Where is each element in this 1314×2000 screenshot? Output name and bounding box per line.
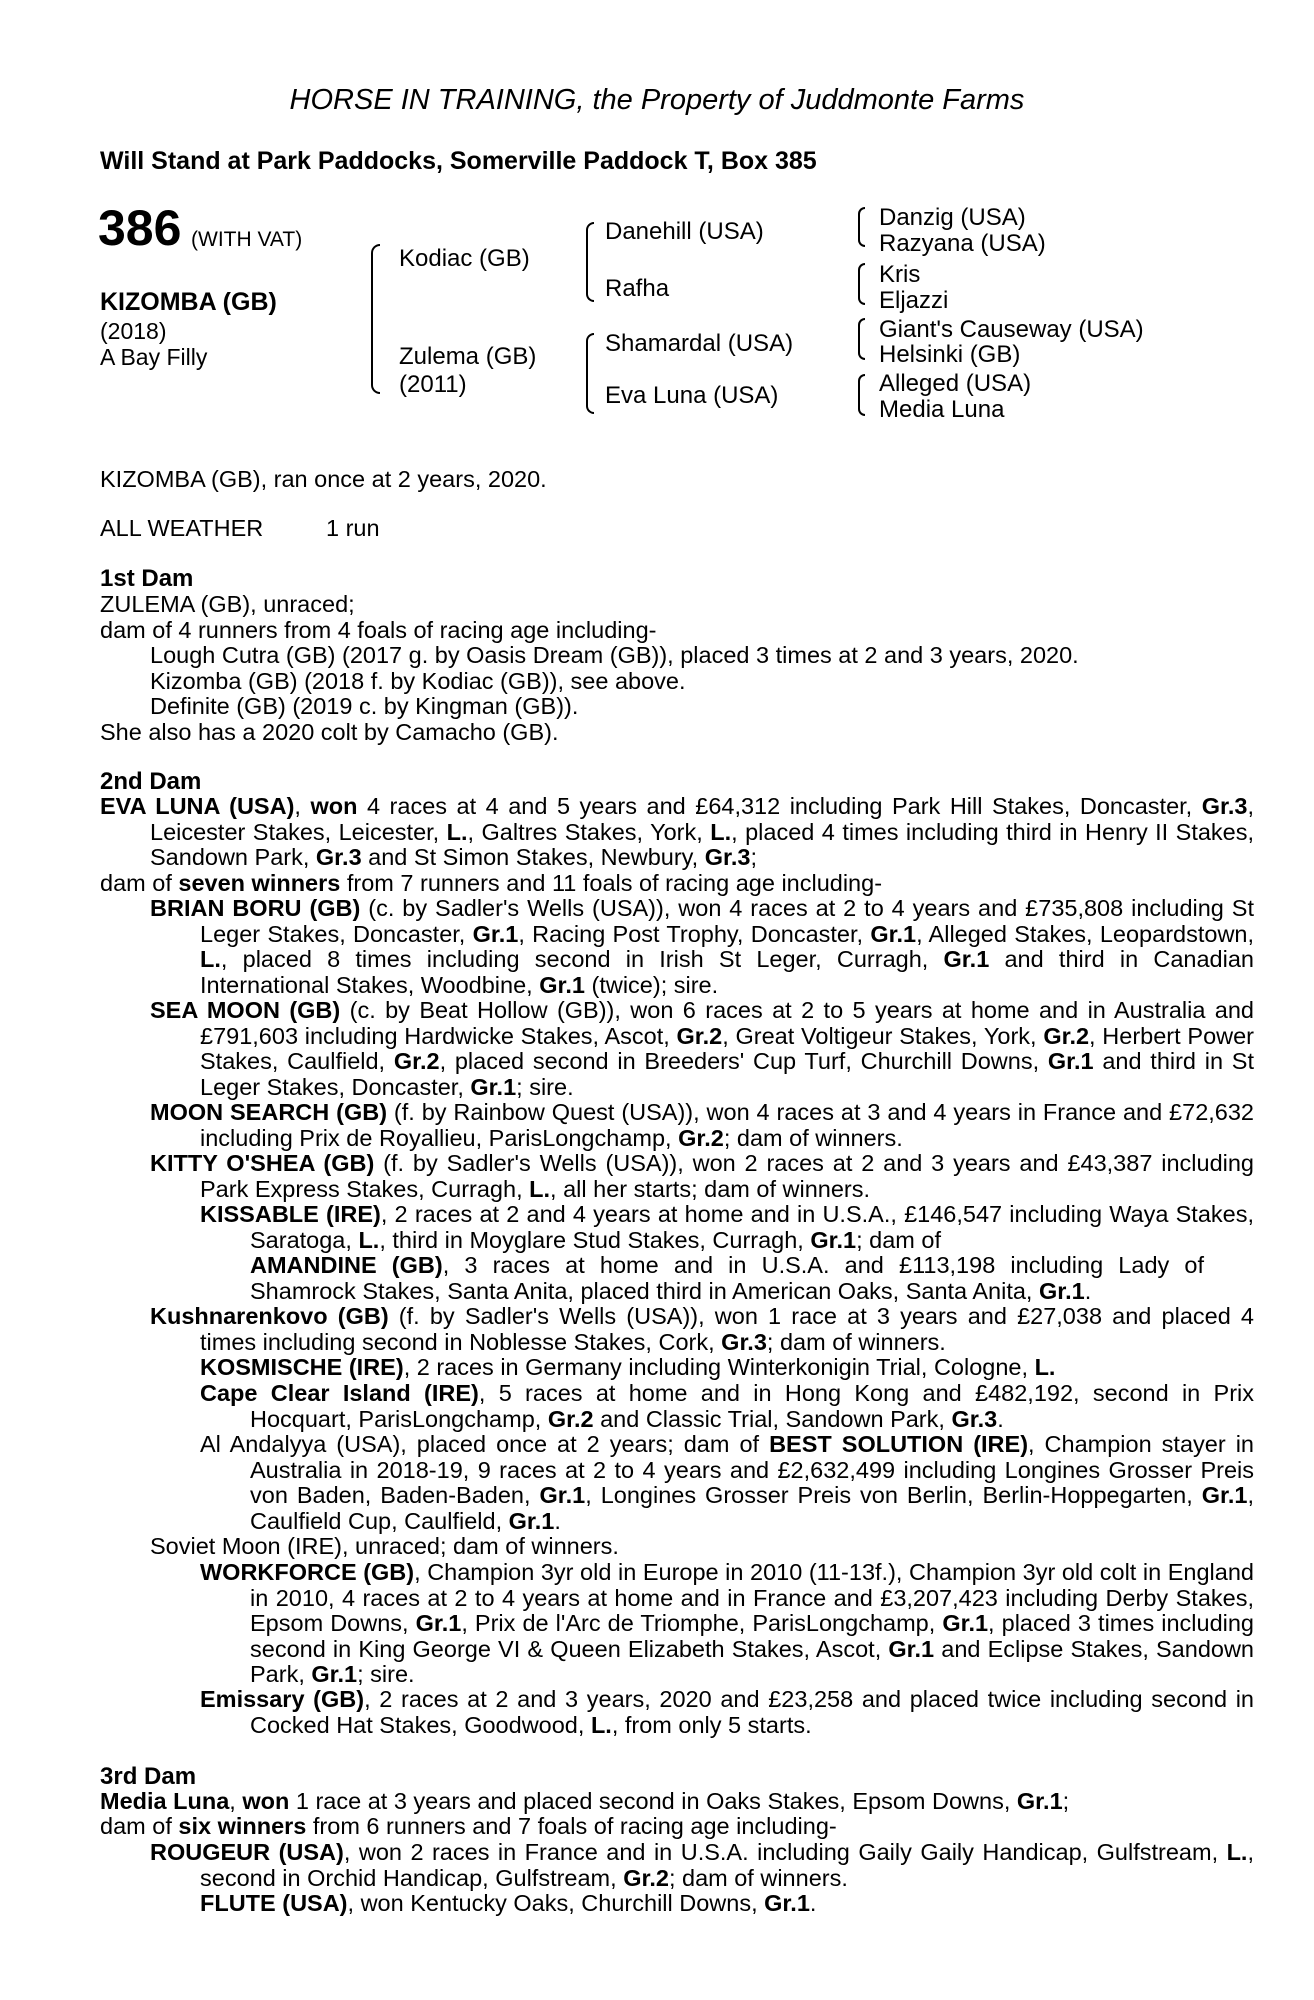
text-run: , Great Voltigeur Stakes, York, xyxy=(722,1022,1044,1049)
pedigree-dam-sire: Shamardal (USA) xyxy=(605,330,794,357)
text-run: , won 2 races in France and in U.S.A. including Gaily Gaily Handicap, Gulfstream, xyxy=(343,1839,1227,1865)
text-run: and third in Canadian International Stakes, Woodbine, xyxy=(200,946,1254,998)
grade-label: Gr.2 xyxy=(547,1405,594,1432)
grade-label: Gr.2 xyxy=(678,1124,724,1151)
vat-note: (WITH VAT) xyxy=(191,228,303,251)
text-run: , Prix de l'Arc de Triomphe, ParisLongchamp, xyxy=(461,1610,943,1637)
text-run: , Alleged Stakes, Leopardstown, xyxy=(916,920,1255,947)
horse-name: Cape Clear Island (IRE) xyxy=(200,1380,479,1406)
text-run: (twice); sire. xyxy=(584,971,719,998)
grade-label: Gr.1 xyxy=(472,920,519,947)
pedigree-sire-sire: Danehill (USA) xyxy=(605,218,764,245)
third-dam-title: 3rd Dam xyxy=(100,1763,197,1790)
catalogue-header: HORSE IN TRAINING, the Property of Juddmonte Farms xyxy=(289,84,1025,116)
text-run: and Classic Trial, Sandown Park, xyxy=(593,1405,952,1432)
text-run: and third in St Leger Stakes, Doncaster, xyxy=(200,1048,1254,1100)
grade-label: Gr.1 xyxy=(943,946,990,973)
horse-name: WORKFORCE (GB) xyxy=(200,1559,415,1585)
text-run: (f. by Rainbow Quest (USA)), won 4 races at 3 and 4 years in France and £72,632 including Prix de Royallieu, ParisLongchamp, xyxy=(200,1099,1254,1151)
first-dam-line-6: She also has a 2020 colt by Camacho (GB). xyxy=(100,719,559,745)
text-run: . xyxy=(809,1890,817,1916)
won-label: won xyxy=(242,1788,290,1814)
text-run: Al Andalyya (USA), placed once at 2 years; dam of xyxy=(200,1431,770,1457)
pedigree-brace-g3 xyxy=(858,318,865,360)
pedigree-dam-year: (2011) xyxy=(399,371,467,398)
grade-label: Gr.2 xyxy=(676,1022,723,1049)
horse-name: BRIAN BORU (GB) xyxy=(150,895,361,921)
pedigree-g5: Giant's Causeway (USA) xyxy=(879,316,1144,343)
grade-label: Gr.1 xyxy=(1016,1788,1063,1814)
pedigree-sire: Kodiac (GB) xyxy=(399,245,530,272)
grade-label: Gr.3 xyxy=(704,844,751,871)
first-dam-line-5: Definite (GB) (2019 c. by Kingman (GB)). xyxy=(150,693,579,719)
produce-entry-al-andalyya xyxy=(200,1432,1254,1534)
pedigree-sire-dam: Rafha xyxy=(605,275,670,302)
pedigree-brace-sire xyxy=(586,222,594,302)
grade-label: Gr.1 xyxy=(810,1226,857,1253)
produce-entry-flute xyxy=(200,1891,1204,1917)
text-run: ; xyxy=(1062,1788,1070,1814)
grade-label: Gr.3 xyxy=(1201,793,1248,819)
text-run: (c. by Beat Hollow (GB)), won 6 races at 2 to 5 years at home and in Australia and £791,603 including Hardwicke Stakes, Ascot, xyxy=(200,997,1254,1049)
text-run: ; dam of winners. xyxy=(766,1328,946,1355)
text-run: and St Simon Stakes, Newbury, xyxy=(361,844,705,871)
text-run: , Champion 3yr old in Europe in 2010 (11-13f.), Champion 3yr old colt in England in 2010, 4 races at 2 to 4 years at home and in France and £3,207,423 including Derby Stakes, Epsom Downs, xyxy=(250,1559,1254,1637)
won-label: won xyxy=(310,793,358,819)
third-dam-produce-summary xyxy=(100,1814,1204,1840)
grade-label: L. xyxy=(358,1226,380,1253)
grade-label: Gr.3 xyxy=(315,844,362,871)
grade-label: Gr.1 xyxy=(1047,1048,1094,1075)
text-run: . xyxy=(997,1405,1004,1432)
surface-runs: 1 run xyxy=(326,515,380,541)
grade-label: L. xyxy=(529,1175,551,1202)
text-run: 1 race at 3 years and placed second in Oaks Stakes, Epsom Downs, xyxy=(289,1788,1017,1814)
text-run: 4 races at 4 and 5 years and £64,312 including Park Hill Stakes, Doncaster, xyxy=(357,793,1202,819)
first-dam-line-3: Lough Cutra (GB) (2017 g. by Oasis Dream (GB)), placed 3 times at 2 and 3 years, 2020. xyxy=(150,642,1079,668)
text-run: , 2 races at 2 and 3 years, 2020 and £23,258 and placed twice including second in Cocked Hat Stakes, Goodwood, xyxy=(250,1686,1255,1738)
grade-label: Gr.3 xyxy=(721,1328,767,1355)
grade-label: Gr.1 xyxy=(764,1890,810,1916)
text-run: ; xyxy=(750,844,757,871)
text-run: ; dam of winners. xyxy=(723,1124,903,1151)
text-run: , placed second in Breeders' Cup Turf, Churchill Downs, xyxy=(439,1048,1048,1075)
produce-entry-brian-boru xyxy=(150,896,1254,998)
text-run: , Racing Post Trophy, Doncaster, xyxy=(518,920,871,947)
text-run: , Longines Grosser Preis von Berlin, Berlin-Hoppegarten, xyxy=(585,1482,1202,1509)
text-run: , 5 races at home and in Hong Kong and £482,192, second in Prix Hocquart, ParisLongchamp, xyxy=(250,1380,1254,1432)
text-run: , third in Moyglare Stud Stakes, Curragh, xyxy=(379,1226,811,1253)
winners-count: six winners xyxy=(178,1813,307,1839)
grade-label: Gr.1 xyxy=(1038,1277,1085,1304)
text-run: , from only 5 starts. xyxy=(611,1711,812,1738)
pedigree-g1: Danzig (USA) xyxy=(879,204,1026,231)
pedigree-g3: Kris xyxy=(879,261,921,288)
text-run: , second in Orchid Handicap, Gulfstream, xyxy=(200,1839,1254,1891)
produce-entry-kitty-oshea xyxy=(150,1151,1254,1202)
horse-name: KITTY O'SHEA (GB) xyxy=(150,1150,375,1176)
text-run: (c. by Sadler's Wells (USA)), won 4 races at 2 to 4 years and £735,808 including St Leger Stakes, Doncaster, xyxy=(200,895,1254,947)
text-run: , placed 4 times including third in Henry II Stakes, Sandown Park, xyxy=(150,818,1255,871)
text-run: from 6 runners and 7 foals of racing age including- xyxy=(306,1813,837,1839)
text-run: , placed 3 times including second in King George VI & Queen Elizabeth Stakes, Ascot, xyxy=(250,1610,1255,1662)
pedigree-g4: Eljazzi xyxy=(879,287,949,314)
grade-label: L. xyxy=(446,818,468,845)
first-dam-line-4: Kizomba (GB) (2018 f. by Kodiac (GB)), see above. xyxy=(150,668,686,694)
text-run: Soviet Moon (IRE), unraced; dam of winners. xyxy=(150,1533,619,1559)
grade-label: Gr.1 xyxy=(508,1507,555,1534)
grade-label: L. xyxy=(200,946,221,973)
third-dam-entry xyxy=(100,1789,1204,1815)
grade-label: L. xyxy=(1226,1839,1248,1865)
grade-label: Gr.3 xyxy=(951,1405,998,1432)
text-run: , xyxy=(294,793,311,819)
produce-entry-amandine xyxy=(250,1253,1204,1304)
pedigree-brace-main xyxy=(371,244,380,394)
produce-entry-emissary xyxy=(200,1687,1254,1738)
text-run: ; dam of winners. xyxy=(668,1864,848,1891)
pedigree-g2: Razyana (USA) xyxy=(879,230,1046,257)
produce-entry-rougeur xyxy=(150,1840,1254,1891)
text-run: , all her starts; dam of winners. xyxy=(550,1175,871,1202)
produce-entry-kissable xyxy=(200,1202,1254,1253)
text-run: and Eclipse Stakes, Sandown Park, xyxy=(250,1635,1254,1688)
grade-label: Gr.1 xyxy=(942,1610,989,1637)
lot-number: 386 xyxy=(98,200,182,256)
text-run: , won Kentucky Oaks, Churchill Downs, xyxy=(347,1890,765,1916)
text-run: , placed 8 times including second in Irish St Leger, Curragh, xyxy=(220,946,944,973)
dam-name: EVA LUNA (USA) xyxy=(100,793,295,819)
text-run: ; sire. xyxy=(516,1073,574,1100)
grade-label: Gr.1 xyxy=(888,1635,935,1662)
text-run: ; dam of xyxy=(856,1226,942,1253)
pedigree-g7: Alleged (USA) xyxy=(879,370,1032,397)
pedigree-g8: Media Luna xyxy=(879,396,1005,423)
horse-name: Kushnarenkovo (GB) xyxy=(150,1303,389,1329)
text-run: . xyxy=(554,1507,561,1534)
horse-name: KIZOMBA (GB) xyxy=(100,288,277,316)
pedigree-dam: Zulema (GB) xyxy=(399,343,537,370)
text-run: (f. by Sadler's Wells (USA)), won 1 race at 3 years and £27,038 and placed 4 times including second in Noblesse Stakes, Cork, xyxy=(200,1303,1255,1355)
produce-entry-moon-search xyxy=(150,1100,1254,1151)
text-run: , 3 races at home and in U.S.A. and £113,198 including Lady of Shamrock Stakes, Santa Anita, placed third in American Oaks, Santa Anita, xyxy=(250,1252,1204,1304)
second-dam-entry xyxy=(100,794,1254,871)
grade-label: Gr.2 xyxy=(1043,1022,1090,1049)
winners-count: seven winners xyxy=(178,870,341,896)
second-dam-produce-summary xyxy=(100,871,1204,897)
grade-label: Gr.1 xyxy=(415,1610,462,1637)
horse-name: BEST SOLUTION (IRE) xyxy=(769,1431,1029,1457)
grade-label: Gr.1 xyxy=(470,1073,517,1100)
horse-name: Emissary (GB) xyxy=(200,1686,365,1712)
produce-entry-soviet-moon xyxy=(150,1534,1204,1560)
pedigree-brace-g1 xyxy=(858,207,865,247)
grade-label: L. xyxy=(710,818,732,845)
text-run: , 2 races at 2 and 4 years at home and in U.S.A., £146,547 including Waya Stakes, Saratoga, xyxy=(250,1201,1254,1253)
produce-entry-cape-clear-island xyxy=(200,1381,1254,1432)
grade-label: L. xyxy=(590,1711,612,1738)
text-run: , 2 races in Germany including Winterkonigin Trial, Cologne, xyxy=(403,1354,1035,1380)
text-run: dam of xyxy=(100,870,179,896)
horse-description: A Bay Filly xyxy=(100,344,208,370)
text-run: , Galtres Stakes, York, xyxy=(467,818,711,845)
pedigree-brace-g2 xyxy=(858,263,865,305)
grade-label: Gr.2 xyxy=(393,1048,440,1075)
race-record: KIZOMBA (GB), ran once at 2 years, 2020. xyxy=(100,466,547,492)
text-run: , Caulfield Cup, Caulfield, xyxy=(250,1482,1254,1534)
text-run: , Leicester Stakes, Leicester, xyxy=(150,793,1254,845)
grade-label: L. xyxy=(1034,1354,1056,1380)
first-dam-title: 1st Dam xyxy=(100,565,194,592)
text-run: (f. by Sadler's Wells (USA)), won 2 races at 2 and 3 years and £43,387 including Park Express Stakes, Curragh, xyxy=(200,1150,1254,1202)
grade-label: Gr.1 xyxy=(539,971,585,998)
text-run: , Herbert Power Stakes, Caulfield, xyxy=(200,1022,1255,1075)
grade-label: Gr.1 xyxy=(311,1661,358,1688)
text-run: from 7 runners and 11 foals of racing age including- xyxy=(340,870,883,896)
horse-name: MOON SEARCH (GB) xyxy=(150,1099,388,1125)
horse-name: FLUTE (USA) xyxy=(200,1890,348,1916)
grade-label: Gr.2 xyxy=(623,1864,669,1891)
text-run: ; sire. xyxy=(357,1661,415,1688)
text-run: , xyxy=(229,1788,243,1814)
first-dam-line-1: ZULEMA (GB), unraced; xyxy=(100,591,355,617)
grade-label: Gr.1 xyxy=(1201,1482,1248,1509)
horse-name: KISSABLE (IRE) xyxy=(200,1201,381,1227)
produce-entry-sea-moon xyxy=(150,998,1254,1100)
first-dam-line-2: dam of 4 runners from 4 foals of racing age including- xyxy=(100,617,657,643)
horse-foaled-year: (2018) xyxy=(100,318,167,344)
text-run: . xyxy=(1084,1277,1092,1304)
horse-name: ROUGEUR (USA) xyxy=(150,1839,344,1865)
text-run: , Champion stayer in Australia in 2018-19, 9 races at 2 to 4 years and £2,632,499 including Longines Grosser Preis von Baden, Baden-Baden, xyxy=(250,1431,1254,1509)
dam-name: Media Luna xyxy=(100,1788,230,1814)
second-dam-title: 2nd Dam xyxy=(100,768,202,795)
stand-location: Will Stand at Park Paddocks, Somerville Paddock T, Box 385 xyxy=(100,147,817,175)
pedigree-brace-g4 xyxy=(858,374,865,416)
grade-label: Gr.1 xyxy=(870,920,917,947)
horse-name: AMANDINE (GB) xyxy=(250,1252,443,1278)
produce-entry-kosmische xyxy=(200,1355,1204,1381)
grade-label: Gr.1 xyxy=(539,1482,586,1509)
pedigree-brace-dam xyxy=(586,333,594,414)
pedigree-g6: Helsinki (GB) xyxy=(879,341,1021,368)
pedigree-dam-dam: Eva Luna (USA) xyxy=(605,382,779,409)
text-run: dam of xyxy=(100,1813,179,1839)
surface-label: ALL WEATHER xyxy=(100,515,264,541)
horse-name: KOSMISCHE (IRE) xyxy=(200,1354,404,1380)
produce-entry-workforce xyxy=(200,1560,1254,1688)
produce-entry-kushnarenkovo xyxy=(150,1304,1254,1355)
horse-name: SEA MOON (GB) xyxy=(150,997,341,1023)
